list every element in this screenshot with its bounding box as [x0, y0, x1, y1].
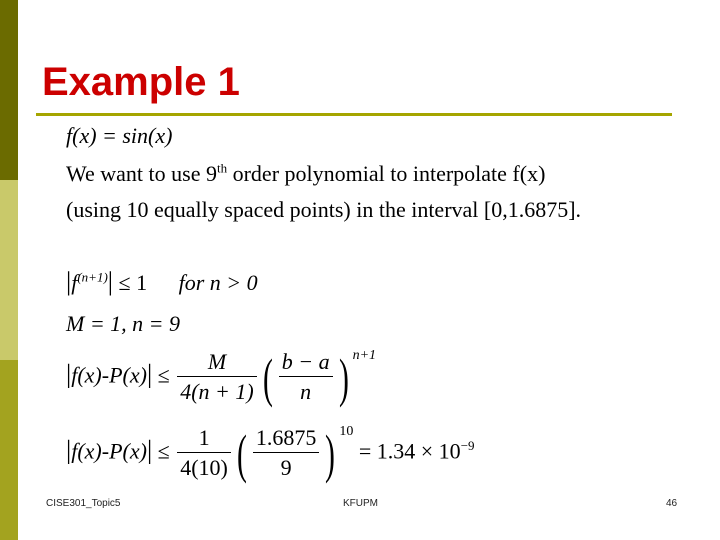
function-definition: f(x) = sin(x)	[66, 123, 173, 148]
general-exponent: n+1	[352, 348, 377, 363]
error-leq-2: ≤	[157, 438, 170, 464]
error-lhs: f(x)-P(x)	[71, 362, 147, 388]
sidebar-band-bottom	[0, 360, 18, 540]
sidebar-band-middle	[0, 180, 18, 360]
specific-fraction	[177, 424, 231, 483]
specific-denominator: 4(10)	[180, 455, 228, 480]
bound-rhs: ≤ 1	[118, 270, 148, 295]
error-leq: ≤	[157, 362, 170, 388]
result-value: = 1.34 × 10	[358, 438, 461, 464]
slide-title: Example 1	[42, 60, 240, 104]
general-numerator: M	[177, 348, 257, 377]
general-inner-fraction	[279, 348, 333, 407]
error-lhs-2: f(x)-P(x)	[71, 438, 147, 464]
bound-f: f	[71, 270, 78, 295]
footer-institution: KFUPM	[343, 498, 378, 509]
general-inner-numerator: b − a	[279, 348, 333, 377]
intro-superscript: th	[216, 160, 228, 176]
result-exponent: −9	[460, 438, 475, 454]
intro-suffix: order polynomial to interpolate f(x)	[227, 161, 546, 186]
specific-inner-denominator: 9	[280, 455, 292, 480]
specific-numerator: 1	[177, 424, 231, 453]
specific-error-bound: |f(x)-P(x)| ≤ $\frac{1}{4(10)}$ ( $\frac{1.6875}{9}$ ) $10 = 1.34 \times 10^{-9}$	[66, 424, 475, 483]
footer-page-number: 46	[666, 498, 678, 509]
general-fraction	[177, 348, 257, 407]
parameters-line: M = 1, n = 9	[66, 311, 181, 336]
sidebar-band-top	[0, 0, 18, 180]
interval-line: (using 10 equally spaced points) in the interval [0,1.6875].	[66, 197, 582, 222]
intro-prefix: We want to use 9	[66, 161, 217, 186]
bound-condition: for n > 0	[178, 270, 258, 295]
specific-exponent: 10	[339, 424, 354, 439]
specific-inner-fraction	[253, 424, 320, 483]
footer-course-code: CISE301_Topic5	[46, 498, 121, 509]
specific-inner-numerator: 1.6875	[253, 424, 320, 453]
intro-line	[66, 160, 545, 188]
derivative-bound: $|f^{(n+1)}| \le 1$ for n > 0	[66, 267, 258, 296]
general-inner-denominator: n	[300, 379, 312, 404]
title-underline	[36, 113, 672, 116]
general-error-bound: |f(x)-P(x)| ≤ $\frac{M}{4(n + 1)}$ ( $\frac{b - a}{n}$ ) n+1	[66, 348, 376, 407]
bound-superscript: (n+1)	[77, 269, 108, 285]
general-denominator: 4(n + 1)	[180, 379, 254, 404]
